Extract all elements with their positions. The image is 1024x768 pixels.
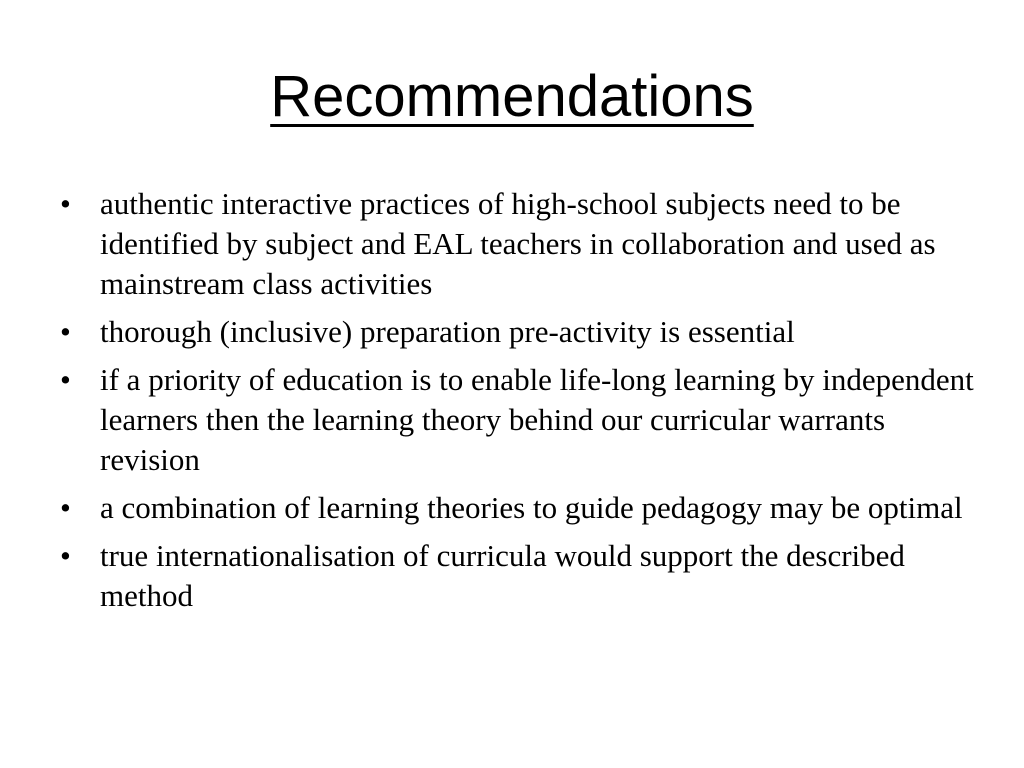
bullet-marker: • bbox=[60, 538, 71, 573]
bullet-item bbox=[60, 312, 975, 352]
bullet-text: thorough (inclusive) preparation pre-activity is essential bbox=[100, 314, 795, 349]
bullet-text: true internationalisation of curricula would support the described method bbox=[100, 538, 905, 613]
bullet-marker: • bbox=[60, 186, 71, 221]
bullet-item bbox=[60, 360, 975, 480]
bullet-text: if a priority of education is to enable life-long learning by independent learners then the learning theory behind our curricular warrants revision bbox=[100, 362, 974, 477]
bullet-marker: • bbox=[60, 490, 71, 525]
bullet-text: authentic interactive practices of high-school subjects need to be identified by subject and EAL teachers in collaboration and used as mainstream class activities bbox=[100, 186, 936, 301]
slide-title bbox=[0, 62, 1024, 132]
slide-title-text: Recommendations bbox=[270, 64, 754, 129]
bullet-item bbox=[60, 488, 975, 528]
bullet-marker: • bbox=[60, 362, 71, 397]
bullet-item bbox=[60, 536, 975, 616]
bullet-list bbox=[60, 184, 975, 624]
bullet-text: a combination of learning theories to guide pedagogy may be optimal bbox=[100, 490, 963, 525]
bullet-marker: • bbox=[60, 314, 71, 349]
bullet-item bbox=[60, 184, 975, 304]
